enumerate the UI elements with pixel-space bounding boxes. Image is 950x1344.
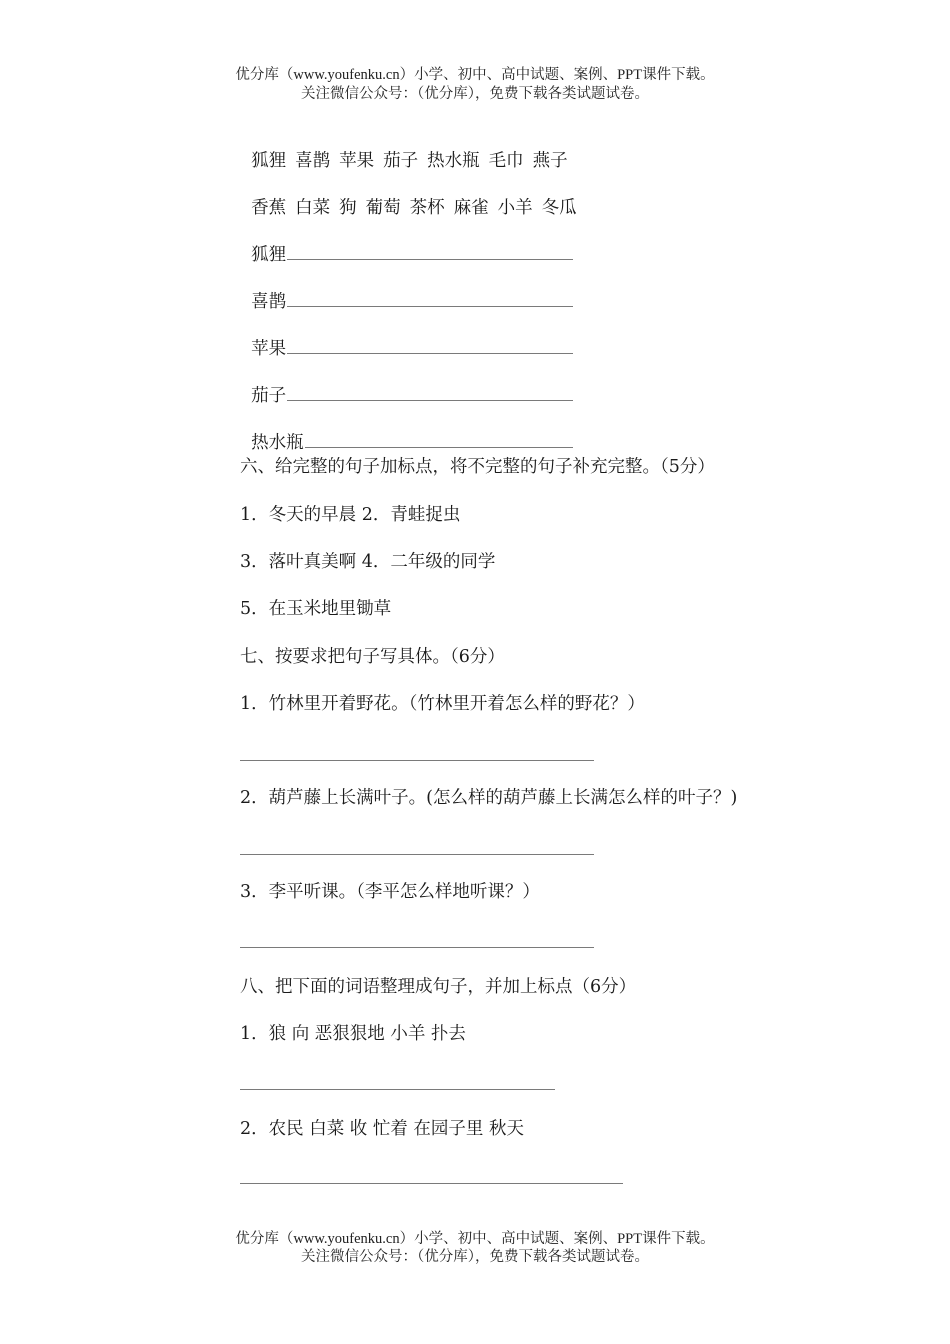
section-6-line-1: 1．冬天的早晨 2．青蛙捉虫 (240, 505, 461, 525)
classify-label: 喜鹊 (251, 292, 287, 312)
page-footer-line-1: 优分库（www.youfenku.cn）小学、初中、高中试题、案例、PPT课件下载。 (235, 1231, 715, 1247)
section-6-line-2: 3．落叶真美啊 4．二年级的同学 (240, 552, 496, 572)
word: 白菜 (295, 198, 331, 218)
word: 燕子 (532, 151, 568, 171)
answer-blank[interactable] (287, 290, 573, 307)
classify-label: 狐狸 (251, 245, 287, 265)
word: 葡萄 (365, 198, 401, 218)
answer-line[interactable] (240, 947, 594, 948)
word: 麻雀 (453, 198, 489, 218)
word-bank-row-1 (240, 125, 577, 173)
answer-line[interactable] (240, 854, 594, 855)
answer-line[interactable] (240, 1089, 555, 1090)
word: 小羊 (497, 198, 533, 218)
classify-item-eggplant (240, 360, 573, 408)
word: 狗 (339, 198, 357, 218)
answer-line[interactable] (240, 1183, 623, 1184)
classify-label: 热水瓶 (251, 433, 304, 453)
section-8-title: 八、把下面的词语整理成句子，并加上标点（6分） (240, 977, 637, 997)
classify-item-fox (240, 219, 573, 267)
word: 香蕉 (251, 198, 287, 218)
word-bank-row-2 (240, 172, 586, 220)
word: 狐狸 (251, 151, 287, 171)
word: 毛巾 (488, 151, 524, 171)
word: 茶杯 (409, 198, 445, 218)
answer-line[interactable] (240, 760, 594, 761)
classify-item-apple (240, 313, 573, 361)
section-6-title: 六、给完整的句子加标点，将不完整的句子补充完整。（5分） (240, 457, 715, 477)
section-7-title: 七、按要求把句子写具体。（6分） (240, 647, 505, 667)
answer-blank[interactable] (287, 243, 573, 260)
classify-label: 茄子 (251, 386, 287, 406)
answer-blank[interactable] (305, 431, 573, 448)
section-8-question-2: 2．农民 白菜 收 忙着 在园子里 秋天 (240, 1119, 524, 1139)
classify-item-thermos (240, 407, 573, 455)
answer-blank[interactable] (287, 384, 573, 401)
page-header-line-1: 优分库（www.youfenku.cn）小学、初中、高中试题、案例、PPT课件下载。 (235, 67, 715, 83)
page-header-line-2: 关注微信公众号：（优分库），免费下载各类试题试卷。 (301, 86, 649, 102)
word: 茄子 (383, 151, 419, 171)
word: 热水瓶 (427, 151, 480, 171)
section-7-question-1: 1．竹林里开着野花。（竹林里开着怎么样的野花？） (240, 694, 645, 714)
word: 喜鹊 (295, 151, 331, 171)
classify-label: 苹果 (251, 339, 287, 359)
section-7-question-3: 3．李平听课。（李平怎么样地听课？） (240, 882, 540, 902)
section-8-question-1: 1．狼 向 恶狠狠地 小羊 扑去 (240, 1024, 466, 1044)
classify-item-magpie (240, 266, 573, 314)
word: 冬瓜 (541, 198, 577, 218)
section-7-question-2: 2．葫芦藤上长满叶子。(怎么样的葫芦藤上长满怎么样的叶子？) (240, 788, 738, 808)
word: 苹果 (339, 151, 375, 171)
answer-blank[interactable] (287, 337, 573, 354)
section-6-line-3: 5．在玉米地里锄草 (240, 599, 392, 619)
page-footer-line-2: 关注微信公众号：（优分库），免费下载各类试题试卷。 (301, 1249, 649, 1265)
